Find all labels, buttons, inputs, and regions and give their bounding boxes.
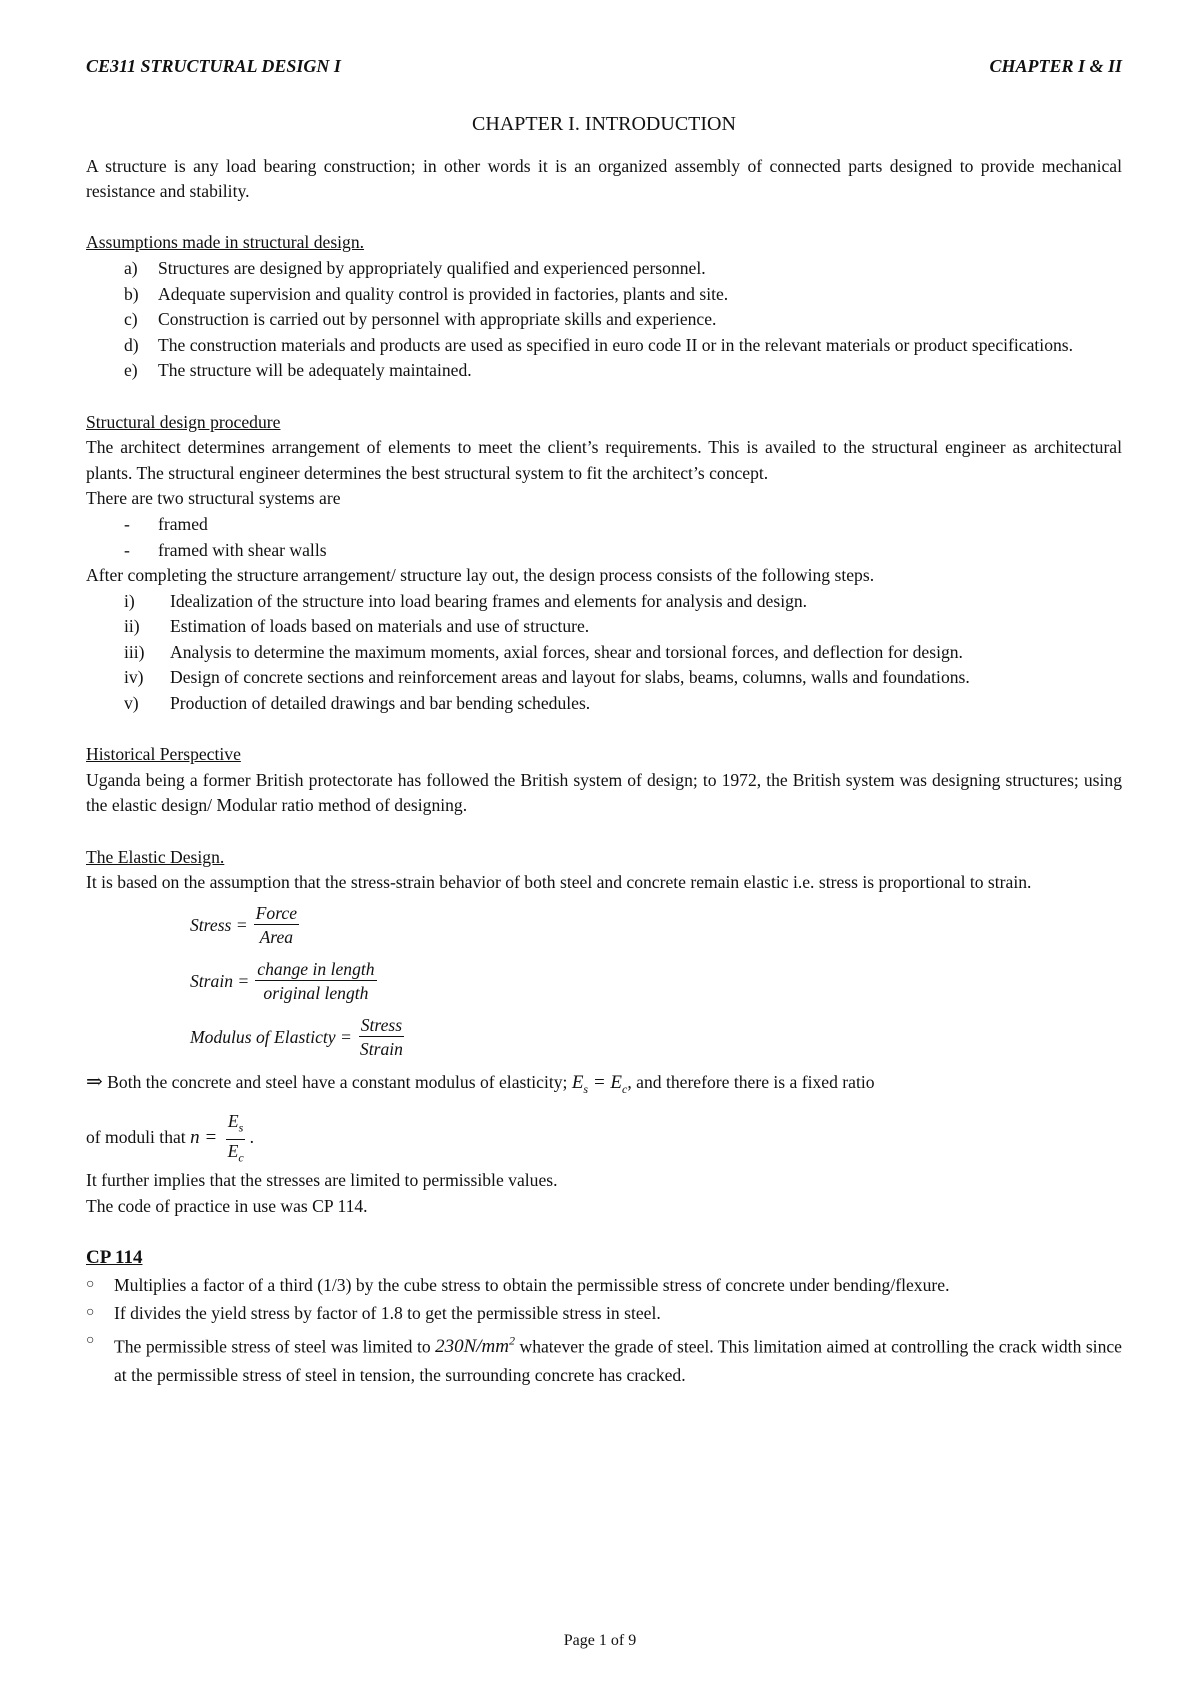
page-number: Page 1 of 9 <box>563 1632 637 1649</box>
course-code: CE311 STRUCTURAL DESIGN I <box>86 56 341 76</box>
list-item: a) Structures are designed by appropriately qualified and experienced personnel. <box>124 257 706 278</box>
assumptions-list <box>86 256 1122 384</box>
equations-block <box>190 898 1122 1066</box>
elastic-paragraph: It is based on the assumption that the stress-strain behavior of both steel and concrete remain elastic i.e. stress is proportional to strain. <box>86 872 1032 893</box>
code-line: The code of practice in use was CP 114. <box>86 1195 368 1216</box>
elastic-heading: The Elastic Design. <box>86 846 225 867</box>
list-item: ii) Estimation of loads based on materials and use of structure. <box>124 616 590 637</box>
document-page <box>86 54 1122 1389</box>
intro-paragraph: A structure is any load bearing construction; in other words it is an organized assembly of connected parts designed to provide mechanical resistance and stability. <box>86 155 1122 202</box>
list-item: e) The structure will be adequately maintained. <box>124 360 472 381</box>
permissible-line: It further implies that the stresses are limited to permissible values. <box>86 1170 558 1191</box>
list-item: iv) Design of concrete sections and reinforcement areas and layout for slabs, beams, columns, walls and foundations. <box>124 667 970 688</box>
assumptions-heading: Assumptions made in structural design. <box>86 232 365 253</box>
stress-equation: Stress = $\frac{\text{Force}}{\text{Area}}$ <box>190 903 298 948</box>
cp114-list <box>86 1271 1122 1389</box>
systems-list <box>86 512 1122 563</box>
systems-intro: There are two structural systems are <box>86 488 341 509</box>
list-item: i) Idealization of the structure into load bearing frames and elements for analysis and design. <box>124 590 808 611</box>
list-item: - framed <box>124 513 208 534</box>
list-item: - framed with shear walls <box>124 539 327 560</box>
cp114-heading: CP 114 <box>86 1247 143 1269</box>
circle-bullet-icon: ○ <box>86 1332 95 1348</box>
implies-arrow-icon: ⇒ <box>86 1070 103 1093</box>
procedure-paragraph: The architect determines arrangement of elements to meet the client’s requirements. This is availed to the structural engineer as architectural plants. The structural engineer determines the best structural system to fit the architect’s concept. <box>86 437 1122 483</box>
modulus-statement: ⇒ Both the concrete and steel have a constant modulus of elasticity; $E_s = E_c$, and therefore there is a fixed ratio <box>86 1070 875 1096</box>
list-item: v) Production of detailed drawings and bar bending schedules. <box>124 693 591 714</box>
strain-equation: Strain = $\frac{\text{change in length}}{\text{original length}}$ <box>190 959 375 1004</box>
history-paragraph: Uganda being a former British protectorate has followed the British system of design; to 1972, the British system was designing structures; using the elastic design/ Modular ratio method of designing. <box>86 769 1122 816</box>
modular-ratio-line: of moduli that n = $\frac{E_s}{E_c}$ . <box>86 1111 255 1165</box>
list-item: ○ The permissible stress of steel was limited to $230N/mm^2$ whatever the grade of steel. This limitation aimed at controlling the crack width since at the permissible stress of steel in tension, the surrounding concrete has cracked. <box>86 1327 1122 1389</box>
modulus-equation: Modulus of Elasticty = $\frac{\text{Stress}}{\text{Strain}}$ <box>190 1015 403 1060</box>
list-item: ○ Multiplies a factor of a third (1/3) by the cube stress to obtain the permissible stress of concrete under bending/flexure. <box>86 1271 1122 1299</box>
list-item: ○ If divides the yield stress by factor of 1.8 to get the permissible stress in steel. <box>86 1299 1122 1327</box>
list-item: d) The construction materials and products are used as specified in euro code II or in the relevant materials or product specifications. <box>124 334 1074 355</box>
chapter-label: CHAPTER I & II <box>989 56 1122 76</box>
procedure-heading: Structural design procedure <box>86 411 281 432</box>
list-item: c) Construction is carried out by personnel with appropriate skills and experience. <box>124 309 717 330</box>
history-heading: Historical Perspective <box>86 744 241 765</box>
steps-list <box>86 589 1122 717</box>
list-item: iii) Analysis to determine the maximum moments, axial forces, shear and torsional forces, and deflection for design. <box>124 641 963 662</box>
list-item: b) Adequate supervision and quality control is provided in factories, plants and site. <box>124 283 729 304</box>
steps-intro: After completing the structure arrangement/ structure lay out, the design process consists of the following steps. <box>86 565 875 586</box>
circle-bullet-icon: ○ <box>86 1304 95 1320</box>
page-header <box>86 54 1122 78</box>
circle-bullet-icon: ○ <box>86 1276 95 1292</box>
page-title: CHAPTER I. INTRODUCTION <box>472 113 736 135</box>
